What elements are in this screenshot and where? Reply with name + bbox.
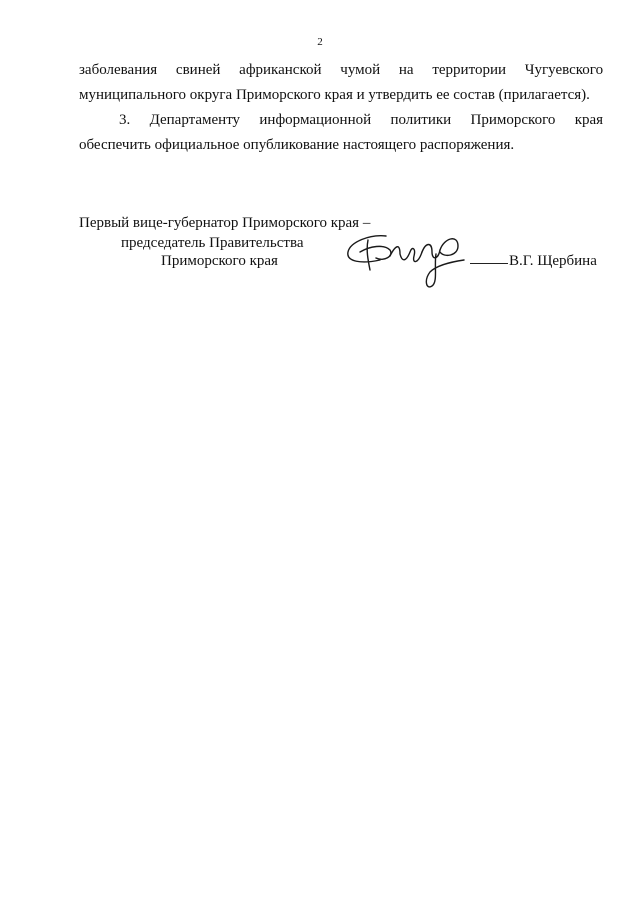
body-line-1: заболевания свиней африканской чумой на территории Чугуевского: [79, 62, 604, 78]
page-number: 2: [317, 36, 323, 48]
body-line-2: муниципального округа Приморского края и утвердить ее состав (прилагается).: [79, 87, 590, 103]
signatory-name: В.Г. Щербина: [509, 253, 597, 269]
body-line-4: обеспечить официальное опубликование настоящего распоряжения.: [79, 137, 515, 153]
body-text: [79, 58, 603, 158]
signatory-title-line-1: Первый вице-губернатор Приморского края –: [79, 215, 371, 231]
signatory-title-line-2: председатель Правительства: [121, 235, 304, 251]
signatory-title-line-3: Приморского края: [161, 253, 278, 269]
signature-underline: [470, 263, 508, 264]
body-line-3: 3. Департаменту информационной политики Приморского края: [119, 112, 604, 128]
handwritten-signature: [340, 222, 475, 290]
